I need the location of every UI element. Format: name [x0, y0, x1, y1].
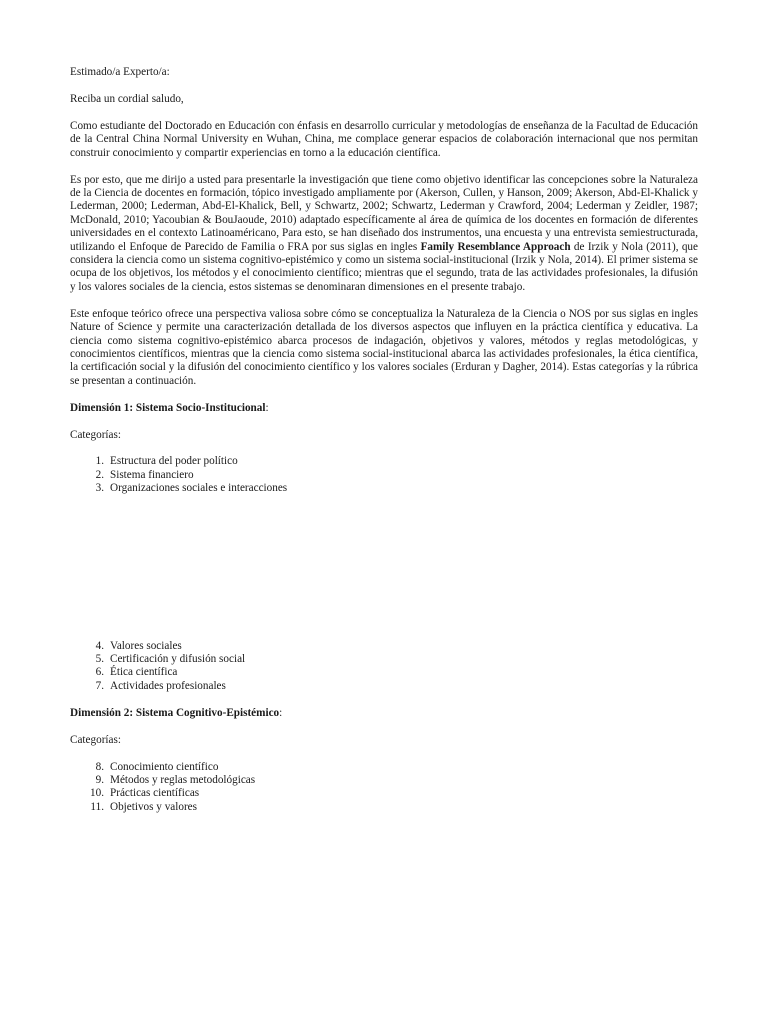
list-item-text: Actividades profesionales — [110, 679, 226, 692]
list-item-number: 4. — [95, 639, 104, 652]
list-item — [70, 455, 698, 468]
list-item-text: Prácticas científicas — [110, 787, 200, 800]
list-item-number: 6. — [95, 666, 104, 679]
list-item-text: Sistema financiero — [110, 468, 194, 481]
dimension2-heading: Dimensión 2: Sistema Cognitivo-Epistémico: — [70, 706, 283, 719]
list-item — [70, 680, 698, 693]
dimension1-categories-label: Categorías: — [70, 428, 121, 441]
blank-space — [70, 496, 698, 640]
list-item — [70, 469, 698, 482]
research-text-2: de Irzik y Nola (2011), que considera la ciencia como un sistema cognitivo-epistémico y como un sistema social-institucional (Irzik y Nola, 2014). El primer sistema se ocupa de los objetivos, los métodos y el conocimiento científico; mientras que el segundo, trata de las actividades profesionales, la difusión y los valores sociales de la ciencia, estos sistemas se denominaran dimensiones en el presente trabajo. — [70, 240, 698, 293]
dimension1-title: Dimensión 1: Sistema Socio-Institucional — [70, 401, 266, 414]
document-page — [70, 66, 698, 814]
list-item-number: 11. — [90, 800, 104, 813]
list-item-number: 3. — [95, 482, 104, 495]
list-item — [70, 787, 698, 800]
intro-paragraph: Como estudiante del Doctorado en Educación con énfasis en desarrollo curricular y metodologías de enseñanza de la Facultad de Educación de la Central China Normal University en Wuhan, China, me complace generar espacios de colaboración internacional que nos permitan construir conocimiento y compartir experiencias en torno a la educación científica. — [70, 119, 698, 159]
research-text-1: Es por esto, que me dirijo a usted para presentarle la investigación que tiene como objetivo identificar las concepciones sobre la Naturaleza de la Ciencia de docentes en formación, tópico investigado ampliamente por (Akerson, Cullen, y Hanson, 2009; Akerson, Abd-El-Khalick y Lederman, 2000; Lederman, Abd-El-Khalick, Bell, y Schwartz, 2002; Schwartz, Lederman y Crawford, 2004; Lederman y Zeidler, 1987; McDonald, 2010; Yacoubian & BouJaoude, 2010) adaptado específicamente al área de química de los docentes en formación de diferentes universidades en el contexto Latinoaméricano, Para esto, se han diseñado dos instrumentos, una encuesta y una entrevista semiestructurada, utilizando el Enfoque de Parecido de Familia o FRA por sus siglas en ingles — [70, 173, 698, 253]
list-item-text: Objetivos y valores — [110, 800, 197, 813]
dimension1-list-b — [70, 640, 698, 694]
list-item-number: 2. — [95, 468, 104, 481]
dimension1-list-a — [70, 455, 698, 495]
list-item-number: 1. — [95, 455, 104, 468]
research-paragraph — [70, 174, 698, 295]
dimension2-list — [70, 761, 698, 815]
list-item — [70, 774, 698, 787]
framework-paragraph: Este enfoque teórico ofrece una perspectiva valiosa sobre cómo se conceptualiza la Naturaleza de la Ciencia o NOS por sus siglas en ingles Nature of Science y permite una caracterización detallada de los diversos aspectos que influyen en la práctica científica y educativa. La ciencia como sistema cognitivo-epistémico abarca procesos de indagación, objetivos y valores, métodos y reglas metodológicas, y conocimientos científicos, mientras que la ciencia como sistema social-institucional abarca las actividades profesionales, la ética científica, la certificación social y la difusión del conocimiento científico y los valores sociales (Erduran y Dagher, 2014). Estas categorías y la rúbrica se presentan a continuación. — [70, 307, 698, 387]
fra-term: Family Resemblance Approach — [420, 240, 571, 253]
list-item-text: Valores sociales — [110, 639, 182, 652]
list-item-text: Organizaciones sociales e interacciones — [110, 482, 288, 495]
greeting: Estimado/a Experto/a: — [70, 66, 170, 78]
list-item-text: Certificación y difusión social — [110, 653, 246, 666]
list-item — [70, 761, 698, 774]
list-item-text: Ética científica — [110, 666, 178, 679]
list-item — [70, 653, 698, 666]
list-item-number: 8. — [95, 760, 104, 773]
list-item-number: 9. — [95, 774, 104, 786]
dimension2-title: Dimensión 2: Sistema Cognitivo-Epistémico — [70, 706, 280, 719]
list-item — [70, 666, 698, 679]
list-item-text: Estructura del poder político — [110, 455, 238, 468]
list-item-text: Métodos y reglas metodológicas — [110, 774, 256, 786]
dimension1-heading: Dimensión 1: Sistema Socio-Institucional: — [70, 401, 269, 414]
dimension2-categories-label: Categorías: — [70, 733, 121, 746]
list-item — [70, 640, 698, 653]
list-item-number: 10. — [90, 787, 104, 800]
list-item — [70, 482, 698, 495]
list-item-number: 5. — [95, 653, 104, 666]
list-item-text: Conocimiento científico — [110, 760, 219, 773]
list-item — [70, 801, 698, 814]
list-item-number: 7. — [95, 679, 104, 692]
salutation: Reciba un cordial saludo, — [70, 92, 184, 105]
